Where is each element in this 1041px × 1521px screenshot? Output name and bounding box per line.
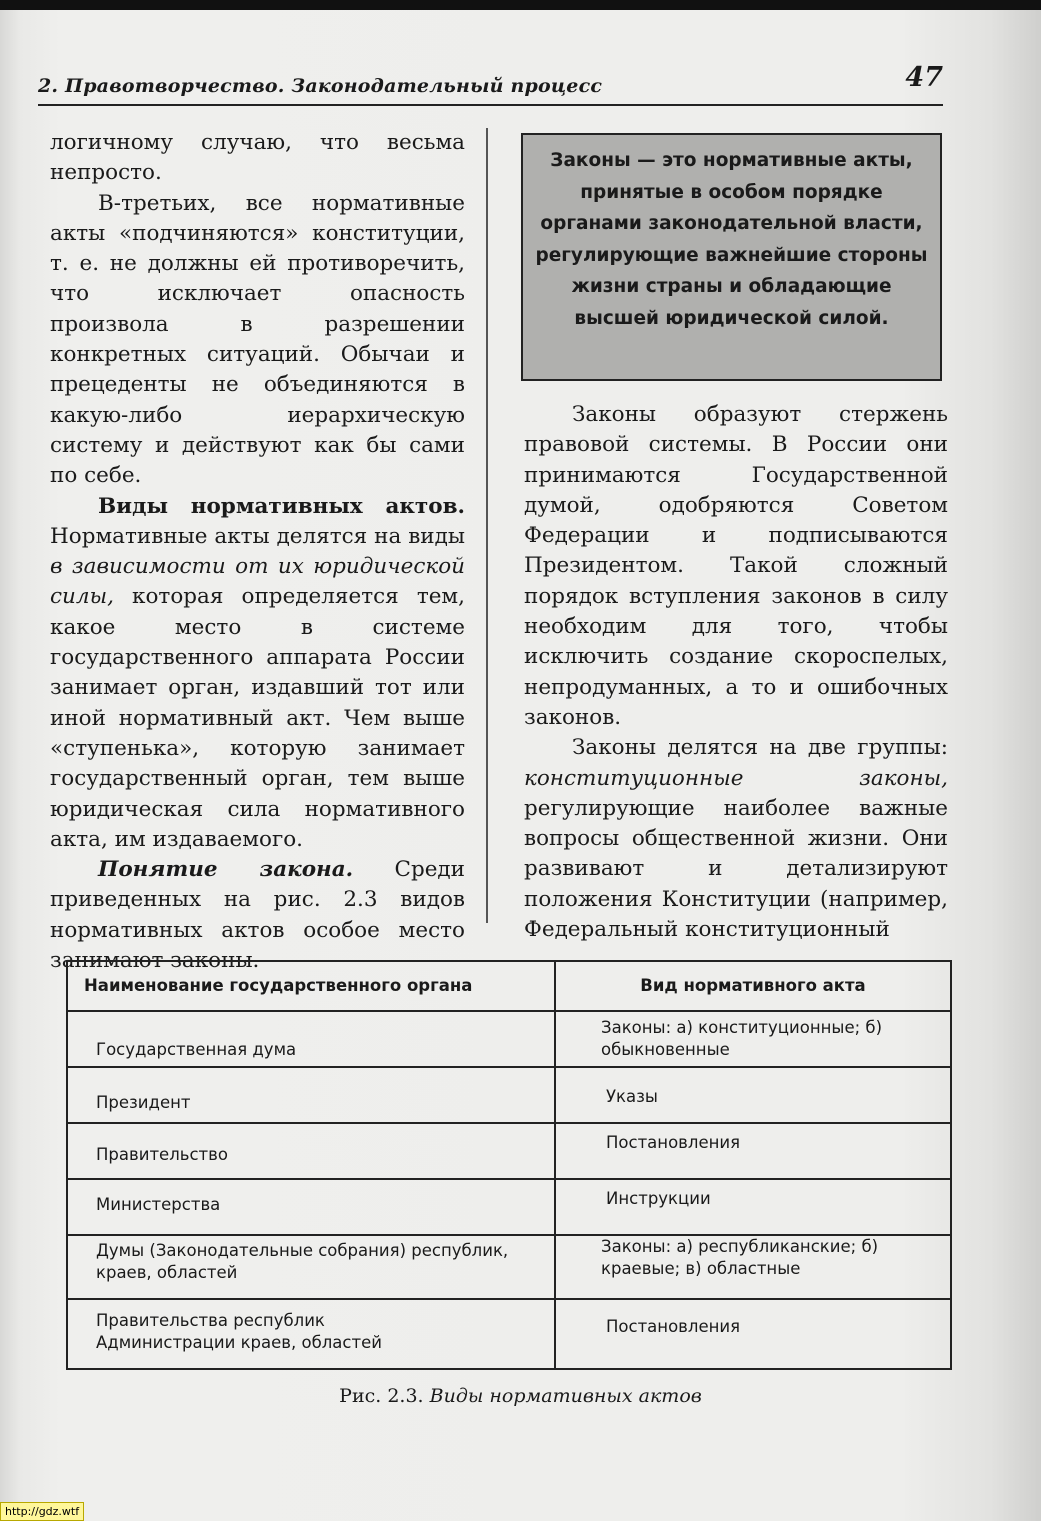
paragraph: логичному случаю, что весьма непросто. [50,130,465,186]
paragraph-law-concept: Понятие закона. Среди приведенных на рис. 2.3 видов нормативных актов особое место занимают законы. [50,857,465,974]
section-heading: Виды нормативных актов. [98,493,465,519]
table-header-act: Вид нормативного акта [556,962,950,1012]
definition-box [521,133,942,381]
table-cell-organ: Президент [96,1093,191,1112]
paragraph: В-третьих, все нормативные акты «подчиняются» конституции, т. е. не должны ей противоречить, что исключает опасность произвола в разрешении конкретных ситуаций. Обычаи и прецеденты не объединяются в какую-либо иерархическую систему и действуют как бы сами по себе. [50,190,465,489]
section-heading: Понятие закона. [98,857,354,883]
table-row [68,1236,950,1300]
law-definition: Законы — это нормативные акты, принятые в особом порядке органами законодательной власти, регулирующие важнейшие стороны жизни страны и обладающие высшей юридической силой. [535,150,928,329]
table-row [68,1300,950,1368]
table-cell-organ: Государственная дума [96,1040,297,1059]
paragraph-law-groups: Законы делятся на две группы: конституционные законы, регулирующие наиболее важные вопросы общественной жизни. Они развивают и детализируют положения Конституции (например, Федеральный конституционный [524,735,948,943]
table-cell-organ: Министерства [96,1195,221,1214]
source-stamp: http://gdz.wtf [0,1502,84,1521]
table-cell-organ: Думы (Законодательные собрания) республик, краев, областей [96,1241,509,1282]
table-cell-act: Законы: а) республиканские; б) краевые; в) областные [601,1237,879,1278]
column-divider [486,128,488,923]
table-cell-organ: Правительство [96,1145,228,1164]
table-cell-act: Законы: а) конституционные; б) обыкновенные [601,1018,883,1059]
table-row [68,1180,950,1236]
right-column [524,400,948,945]
table-cell-act: Постановления [606,1317,741,1336]
paragraph: Законы образуют стержень правовой системы. В России они принимаются Государственной думой, одобряются Советом Федерации и подписываются Президентом. Такой сложный порядок вступления законов в силу необходим для того, чтобы исключить создание скороспелых, непродуманных, а то и ошибочных законов. [524,402,948,730]
table-cell-organ: Правительства республик Администрации краев, областей [96,1311,382,1352]
table-cell-act: Указы [606,1087,658,1106]
page-number: 47 [905,62,943,93]
table-cell-act: Инструкции [606,1189,711,1208]
table-row [68,1012,950,1068]
table-header-organ: Наименование государственного органа [68,962,554,1012]
figure-title: Виды нормативных актов [429,1385,702,1407]
left-column [50,128,465,976]
running-header [38,62,943,106]
table-row [68,1068,950,1124]
table-cell-act: Постановления [606,1133,741,1152]
paragraph-types-of-acts: Виды нормативных актов. Нормативные акты делятся на виды в зависимости от их юридической силы, которая определяется тем, какое место в системе государственного аппарата России занимает орган, издавший тот или иной нормативный акт. Чем выше «ступенька», которую занимает государственный орган, тем выше юридическая сила нормативного акта, им издаваемого. [50,493,465,852]
normative-acts-table [66,960,952,1370]
figure-caption: Рис. 2.3. Виды нормативных актов [339,1385,702,1407]
chapter-title: 2. Правотворчество. Законодательный процесс [38,75,603,97]
table-row [68,1124,950,1180]
scan-top-edge [0,0,1041,10]
